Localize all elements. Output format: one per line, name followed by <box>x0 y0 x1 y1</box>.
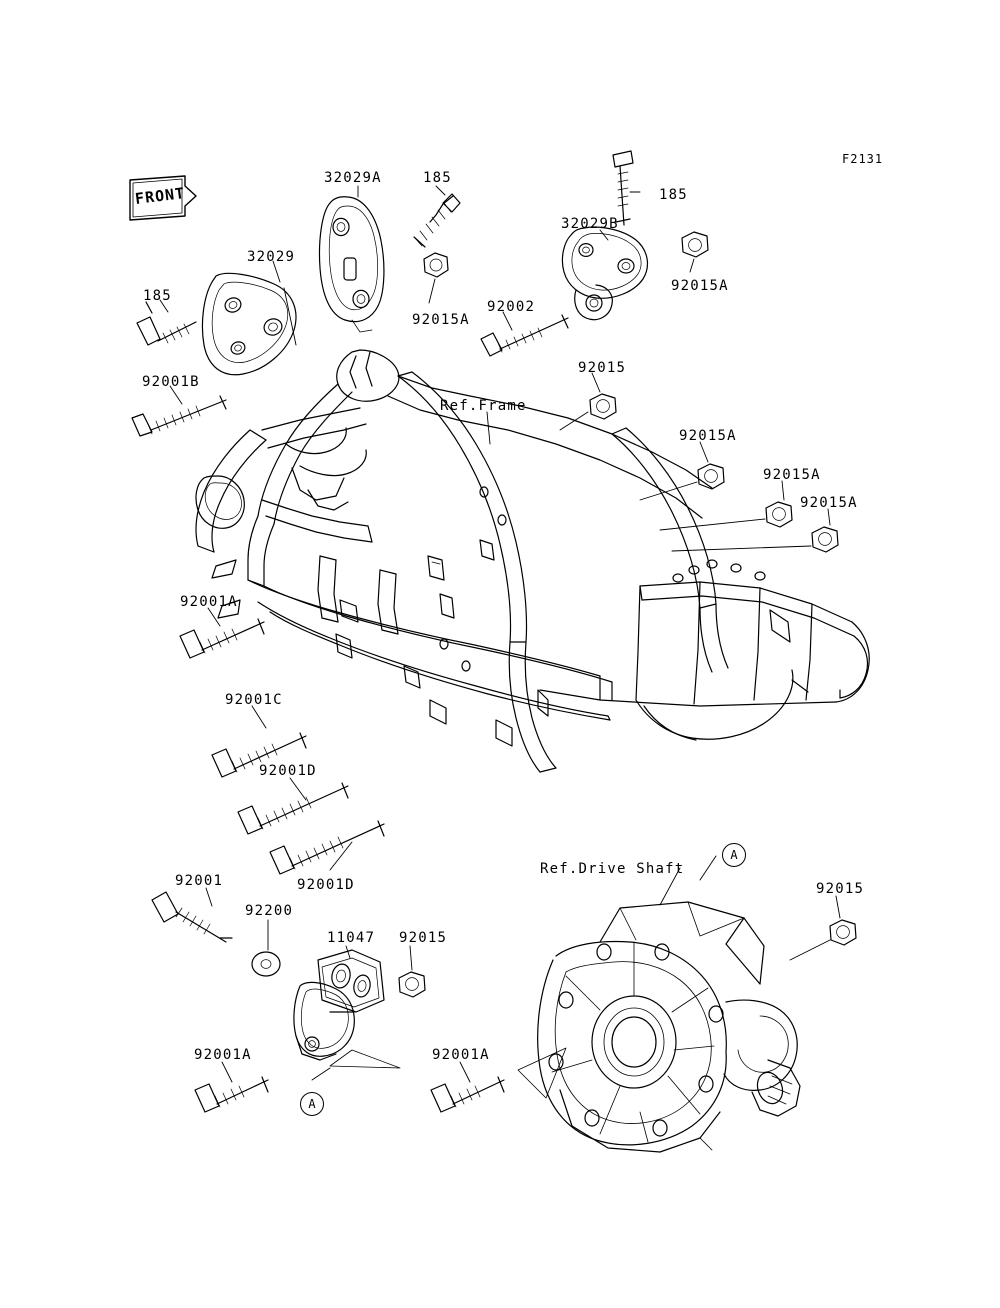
nut-92015a-c <box>698 464 724 489</box>
part-label-92001d-a: 92001D <box>259 763 317 779</box>
drive-shaft-case <box>538 902 800 1152</box>
ref-circle-a-bottom: A <box>300 1092 324 1116</box>
bolt-92001b-part <box>132 396 226 436</box>
diagram-id-code: F2131 <box>842 152 884 166</box>
part-label-92015-a: 92015 <box>578 360 627 376</box>
part-label-92015a-c: 92015A <box>679 428 737 444</box>
nut-92015a-e <box>812 527 838 552</box>
ref-label-frame: Ref.Frame <box>440 398 527 414</box>
part-label-92015-b: 92015 <box>399 930 448 946</box>
bracket-32029b-part <box>562 227 647 320</box>
part-label-92015-c: 92015 <box>816 881 865 897</box>
frame-assembly <box>196 350 869 772</box>
bolt-92001a-bottom-right <box>431 1077 504 1112</box>
ref-label-drive-shaft: Ref.Drive Shaft <box>540 861 685 877</box>
nut-92015-a <box>590 394 616 419</box>
bolt-92001-part <box>152 892 232 942</box>
bracket-32029a-part <box>319 197 383 332</box>
part-label-32029: 32029 <box>247 249 296 265</box>
nut-92015-c <box>830 920 856 945</box>
nut-92015a-d <box>766 502 792 527</box>
part-label-92001a-left: 92001A <box>180 594 238 610</box>
nut-92015-b <box>399 972 425 997</box>
part-label-92200: 92200 <box>245 903 294 919</box>
bracket-32029-part <box>202 273 296 374</box>
front-badge-label: FRONT <box>134 184 187 208</box>
nut-92015a-a <box>424 253 448 277</box>
part-label-92001a-bottom-right: 92001A <box>432 1047 490 1063</box>
bolt-92002-part <box>481 315 568 356</box>
bolt-92001d-a <box>238 783 348 834</box>
part-label-92001c: 92001C <box>225 692 283 708</box>
ref-circle-a-top: A <box>722 843 746 867</box>
part-label-92001b: 92001B <box>142 374 200 390</box>
part-label-92001d-b: 92001D <box>297 877 355 893</box>
part-label-92002: 92002 <box>487 299 536 315</box>
part-label-92001a-bottom-left: 92001A <box>194 1047 252 1063</box>
bolt-185-right <box>613 151 633 225</box>
bolt-92001d-b <box>270 821 384 874</box>
part-label-11047: 11047 <box>327 930 376 946</box>
part-label-92001: 92001 <box>175 873 224 889</box>
bracket-11047-part <box>294 950 384 1060</box>
part-label-32029a: 32029A <box>324 170 382 186</box>
nut-92015a-b <box>682 232 708 257</box>
part-label-92015a-d: 92015A <box>763 467 821 483</box>
washer-92200-part <box>252 952 280 976</box>
part-label-92015a-a: 92015A <box>412 312 470 328</box>
part-label-185-right: 185 <box>659 187 688 203</box>
part-label-32029b: 32029B <box>561 216 619 232</box>
part-label-92015a-e: 92015A <box>800 495 858 511</box>
bolt-92001a-bottom-left <box>195 1077 268 1112</box>
bolt-92001a-left <box>180 619 264 658</box>
part-label-92015a-b: 92015A <box>671 278 729 294</box>
bolt-185-top <box>414 194 460 247</box>
part-label-185-left: 185 <box>143 288 172 304</box>
bolt-185-left <box>137 302 196 345</box>
part-label-185-top: 185 <box>423 170 452 186</box>
